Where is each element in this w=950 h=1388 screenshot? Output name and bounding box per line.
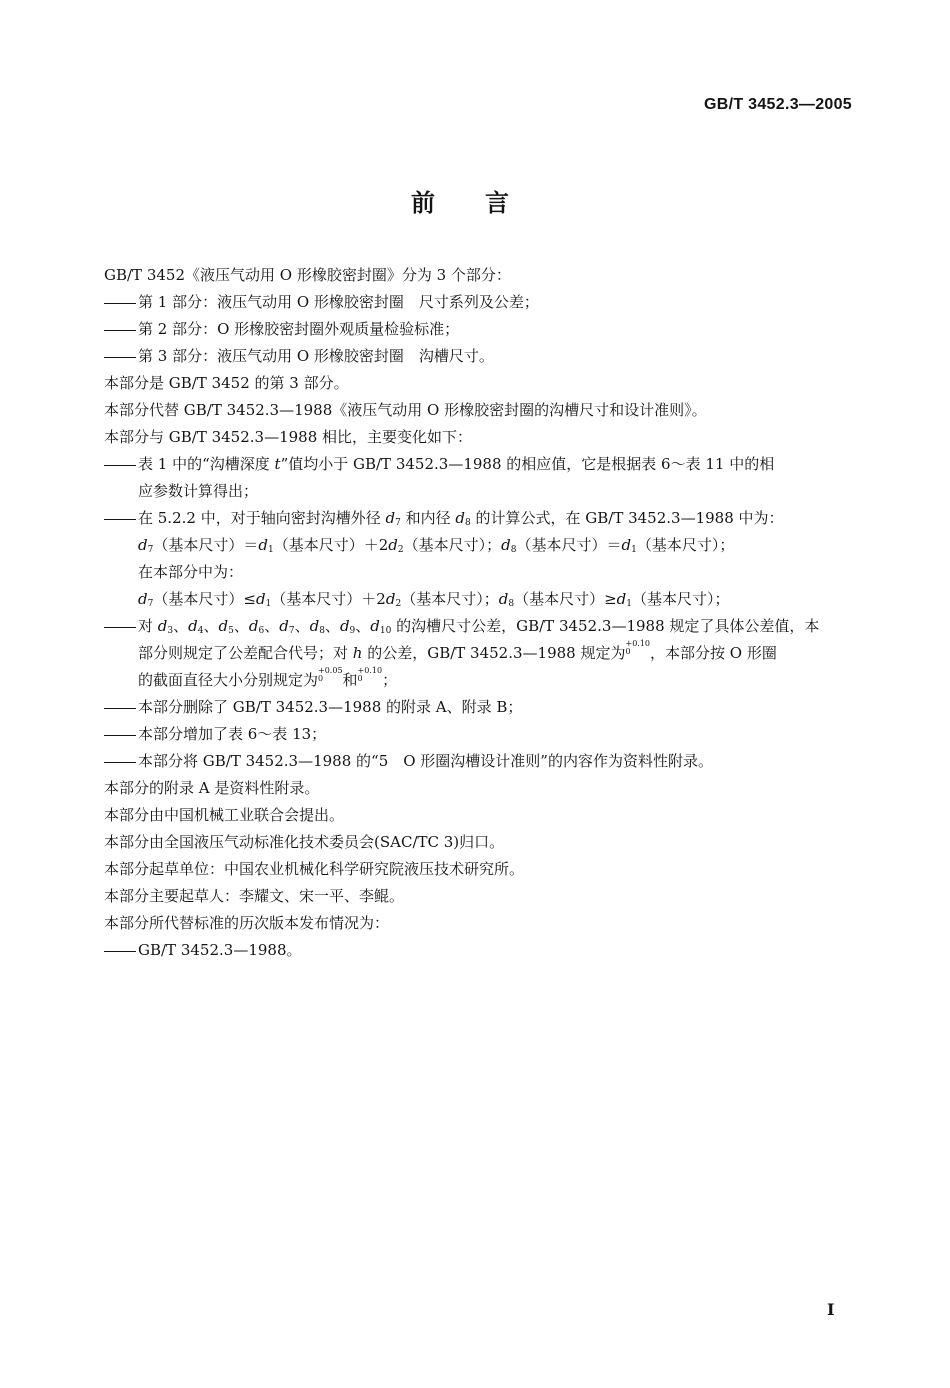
- history-item: GB/T 3452.3—1988。: [138, 941, 302, 959]
- proposer-paragraph: 本部分由中国机械工业联合会提出。: [104, 806, 345, 824]
- change-item-tolerance: 对 $d_3$、$d_4$、$d_5$、$d_6$、$d_7$、$d_8$、$d_9$、$d_{10}$ 的沟槽尺寸公差，GB/T 3452.3—1988 规定了具体公差值，本: [138, 617, 820, 636]
- formula-new-intro: 在本部分中为：: [138, 563, 244, 581]
- annex-paragraph: 本部分的附录 A 是资料性附录。: [104, 779, 320, 797]
- replacement-paragraph: 本部分代替 GB/T 3452.3—1988《液压气动用 O 形橡胶密封圈的沟槽尺寸和设计准则》。: [104, 401, 707, 419]
- tolerance-plus-0-10: +0.10 0: [625, 639, 650, 656]
- tolerance-plus-0-10: +0.10 0: [357, 666, 383, 683]
- tolerance-plus-0-05: +0.05 0: [318, 666, 343, 683]
- change-item-tolerance-cont-1: 部分则规定了公差配合代号；对 h 的公差，GB/T 3452.3—1988 规定为 +0.10 0 ，本部分按 O 形圈: [138, 639, 777, 662]
- committee-paragraph: 本部分由全国液压气动标准化技术委员会(SAC/TC 3)归口。: [104, 833, 505, 851]
- change-item-groove-depth: 表 1 中的“沟槽深度 t”值均小于 GB/T 3452.3—1988 的相应值，它是根据表 6～表 11 中的相: [138, 455, 775, 473]
- part-item-2: 第 2 部分：O 形橡胶密封圈外观质量检验标准；: [138, 320, 460, 338]
- change-item-tolerance-cont-2: 的截面直径大小分别规定为 +0.05 0 和 +0.10 0 ；: [138, 666, 398, 689]
- intro-paragraph: GB/T 3452《液压气动用 O 形橡胶密封圈》分为 3 个部分：: [104, 266, 511, 284]
- history-intro-paragraph: 本部分所代替标准的历次版本发布情况为：: [104, 914, 390, 932]
- part-item-1: 第 1 部分：液压气动用 O 形橡胶密封圈 尺寸系列及公差；: [138, 293, 539, 311]
- changes-intro: 本部分与 GB/T 3452.3—1988 相比，主要变化如下：: [104, 428, 473, 446]
- formula-old: $d_7$（基本尺寸）$=d_1$（基本尺寸）$+2d_2$（基本尺寸）；$d_8$（基本尺寸）$=d_1$（基本尺寸）；: [138, 536, 735, 555]
- change-item-appendix-removed: 本部分删除了 GB/T 3452.3—1988 的附录 A、附录 B；: [138, 698, 523, 716]
- scope-paragraph: 本部分是 GB/T 3452 的第 3 部分。: [104, 374, 349, 392]
- drafters-paragraph: 本部分主要起草人：李耀文、宋一平、李鲲。: [104, 887, 405, 905]
- change-item-formula: 在 5.2.2 中，对于轴向密封沟槽外径 $d_7$ 和内径 $d_8$ 的计算公式，在 GB/T 3452.3—1988 中为：: [138, 509, 784, 528]
- drafting-unit-paragraph: 本部分起草单位：中国农业机械化科学研究院液压技术研究所。: [104, 860, 525, 878]
- foreword-body: [104, 262, 852, 964]
- part-item-3: 第 3 部分：液压气动用 O 形橡胶密封圈 沟槽尺寸。: [138, 347, 494, 365]
- change-item-tables-added: 本部分增加了表 6～表 13；: [138, 725, 327, 743]
- change-item-groove-depth-cont: 应参数计算得出；: [138, 482, 259, 500]
- page-number: I: [827, 1300, 835, 1319]
- standard-number: GB/T 3452.3—2005: [704, 96, 852, 113]
- change-item-informative-annex: 本部分将 GB/T 3452.3—1988 的“5 O 形圈沟槽设计准则”的内容作为资料性附录。: [138, 752, 713, 770]
- formula-new: $d_7$（基本尺寸）$\le d_1$（基本尺寸）$+2d_2$（基本尺寸）；$d_8$（基本尺寸）$\ge d_1$（基本尺寸）；: [138, 590, 730, 609]
- page-title: 前言: [411, 189, 559, 217]
